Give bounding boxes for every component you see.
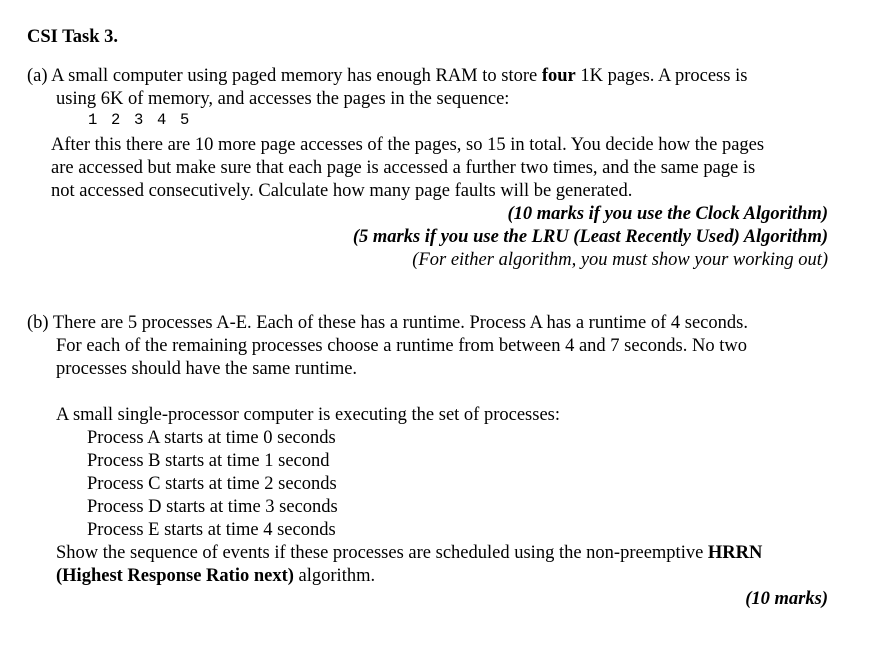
part-b-text-1: There are 5 processes A-E. Each of these has a runtime. Process A has a runtime of 4 seconds. bbox=[52, 313, 748, 333]
part-a-text-1-pre: A small computer using paged memory has enough RAM to store bbox=[51, 66, 542, 86]
process-list-item: Process D starts at time 3 seconds bbox=[87, 497, 338, 517]
part-a-line-3: After this there are 10 more page accesses of the pages, so 15 in total. You decide how the pages bbox=[51, 135, 765, 155]
part-b-text-6-post: algorithm. bbox=[293, 566, 376, 586]
process-list-item: Process E starts at time 4 seconds bbox=[87, 520, 336, 540]
part-b-marks: (10 marks) bbox=[745, 589, 828, 609]
part-b-line-4: A small single-processor computer is executing the set of processes: bbox=[56, 405, 560, 425]
part-b-line-3: processes should have the same runtime. bbox=[56, 359, 358, 379]
part-a-note: (For either algorithm, you must show your working out) bbox=[412, 250, 828, 270]
part-b-line-6 bbox=[56, 565, 375, 588]
part-a-line-4: are accessed but make sure that each page is accessed a further two times, and the same page is bbox=[51, 158, 756, 178]
part-b-text-5-pre: Show the sequence of events if these processes are scheduled using the non-preemptive bbox=[56, 543, 708, 563]
process-list-item: Process A starts at time 0 seconds bbox=[87, 428, 336, 448]
part-b-line-1 bbox=[27, 312, 748, 335]
page-access-sequence: 1 2 3 4 5 bbox=[88, 111, 192, 129]
part-b-line-2: For each of the remaining processes choose a runtime from between 4 and 7 seconds. No two bbox=[56, 336, 747, 356]
part-b-line-5 bbox=[56, 542, 762, 565]
part-b-text-6-bold: (Highest Response Ratio next) bbox=[56, 566, 294, 586]
part-b-label: (b) bbox=[27, 313, 49, 333]
process-list-item: Process C starts at time 2 seconds bbox=[87, 474, 337, 494]
part-b-text-5-bold: HRRN bbox=[707, 543, 763, 563]
part-a-line-5: not accessed consecutively. Calculate how many page faults will be generated. bbox=[51, 181, 633, 201]
process-list-item: Process B starts at time 1 second bbox=[87, 451, 330, 471]
part-a-text-1-bold: four bbox=[541, 66, 576, 86]
part-a-line-1 bbox=[27, 65, 747, 88]
part-a-marks-lru: (5 marks if you use the LRU (Least Recently Used) Algorithm) bbox=[352, 227, 828, 247]
part-a-label: (a) bbox=[27, 66, 48, 86]
part-a-line-2: using 6K of memory, and accesses the pages in the sequence: bbox=[56, 89, 510, 109]
part-a-text-1-post: 1K pages. A process is bbox=[575, 66, 748, 86]
part-a-marks-clock: (10 marks if you use the Clock Algorithm) bbox=[507, 204, 828, 224]
task-title: CSI Task 3. bbox=[27, 27, 119, 47]
